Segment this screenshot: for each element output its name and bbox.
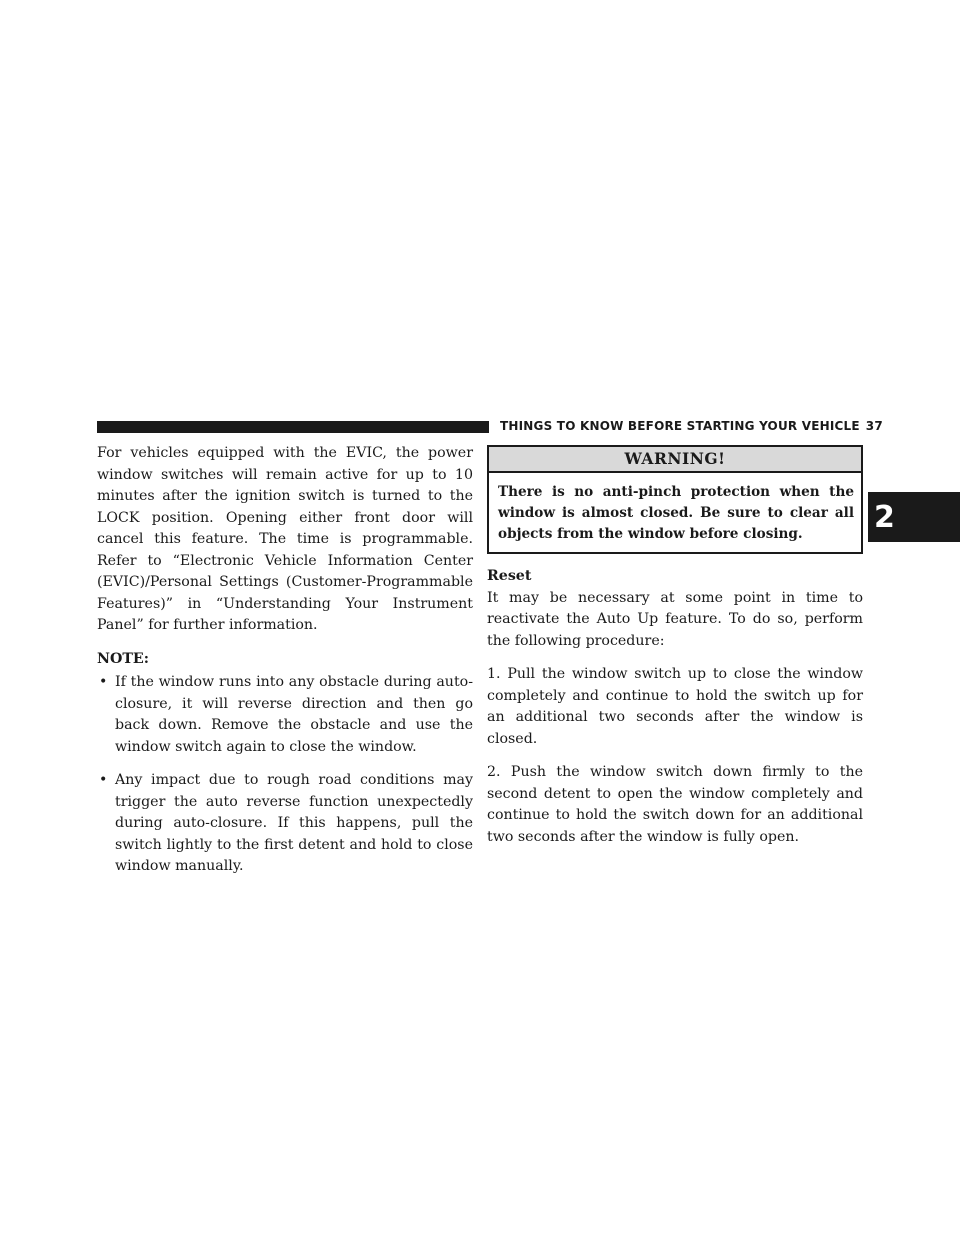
note-item — [97, 672, 473, 758]
page-number: 37 — [865, 419, 883, 433]
warning-title: WARNING! — [489, 447, 861, 473]
chapter-tab — [868, 492, 960, 542]
right-column — [487, 443, 863, 848]
note-text: Any impact due to rough road conditions may trigger the auto reverse function unexpectedly during auto-closure. If this happens, pull the switch lightly to the first detent and hold to close window manually. — [115, 772, 473, 874]
note-list — [97, 672, 473, 878]
section-title: THINGS TO KNOW BEFORE STARTING YOUR VEHICLE — [500, 419, 860, 433]
reset-heading: Reset — [487, 568, 532, 584]
step-item: 2. Push the window switch down firmly to the second detent to open the window completely and continue to hold the switch down for an additional two seconds after the window is fully open. — [487, 764, 863, 845]
bullet-icon: • — [99, 772, 108, 788]
note-label: NOTE: — [97, 650, 149, 667]
note-item — [97, 770, 473, 878]
chapter-number: 2 — [874, 499, 895, 535]
running-header — [500, 419, 883, 433]
warning-box — [487, 445, 863, 554]
step-item: 1. Pull the window switch up to close the window completely and continue to hold the switch up for an additional two seconds after the window is closed. — [487, 666, 863, 747]
note-text: If the window runs into any obstacle during auto-closure, it will reverse direction and then go back down. Remove the obstacle and use the window switch again to close the window. — [115, 674, 473, 755]
bullet-icon: • — [99, 674, 108, 690]
intro-paragraph: For vehicles equipped with the EVIC, the power window switches will remain active for up to 10 minutes after the ignition switch is turned to the LOCK position. Opening either front door will cancel this feature. The time is programmable. Refer to “Electronic Vehicle Information Center (EVIC)/Personal Settings (Customer-Programmable Features)” in “Understanding Your Instrument Panel” for further information. — [97, 445, 473, 633]
warning-text: There is no anti-pinch protection when the window is almost closed. Be sure to clear all objects from the window before closing. — [498, 484, 854, 542]
reset-intro: It may be necessary at some point in time to reactivate the Auto Up feature. To do so, perform the following procedure: — [487, 589, 863, 649]
left-column — [97, 443, 473, 878]
header-rule — [97, 421, 489, 433]
